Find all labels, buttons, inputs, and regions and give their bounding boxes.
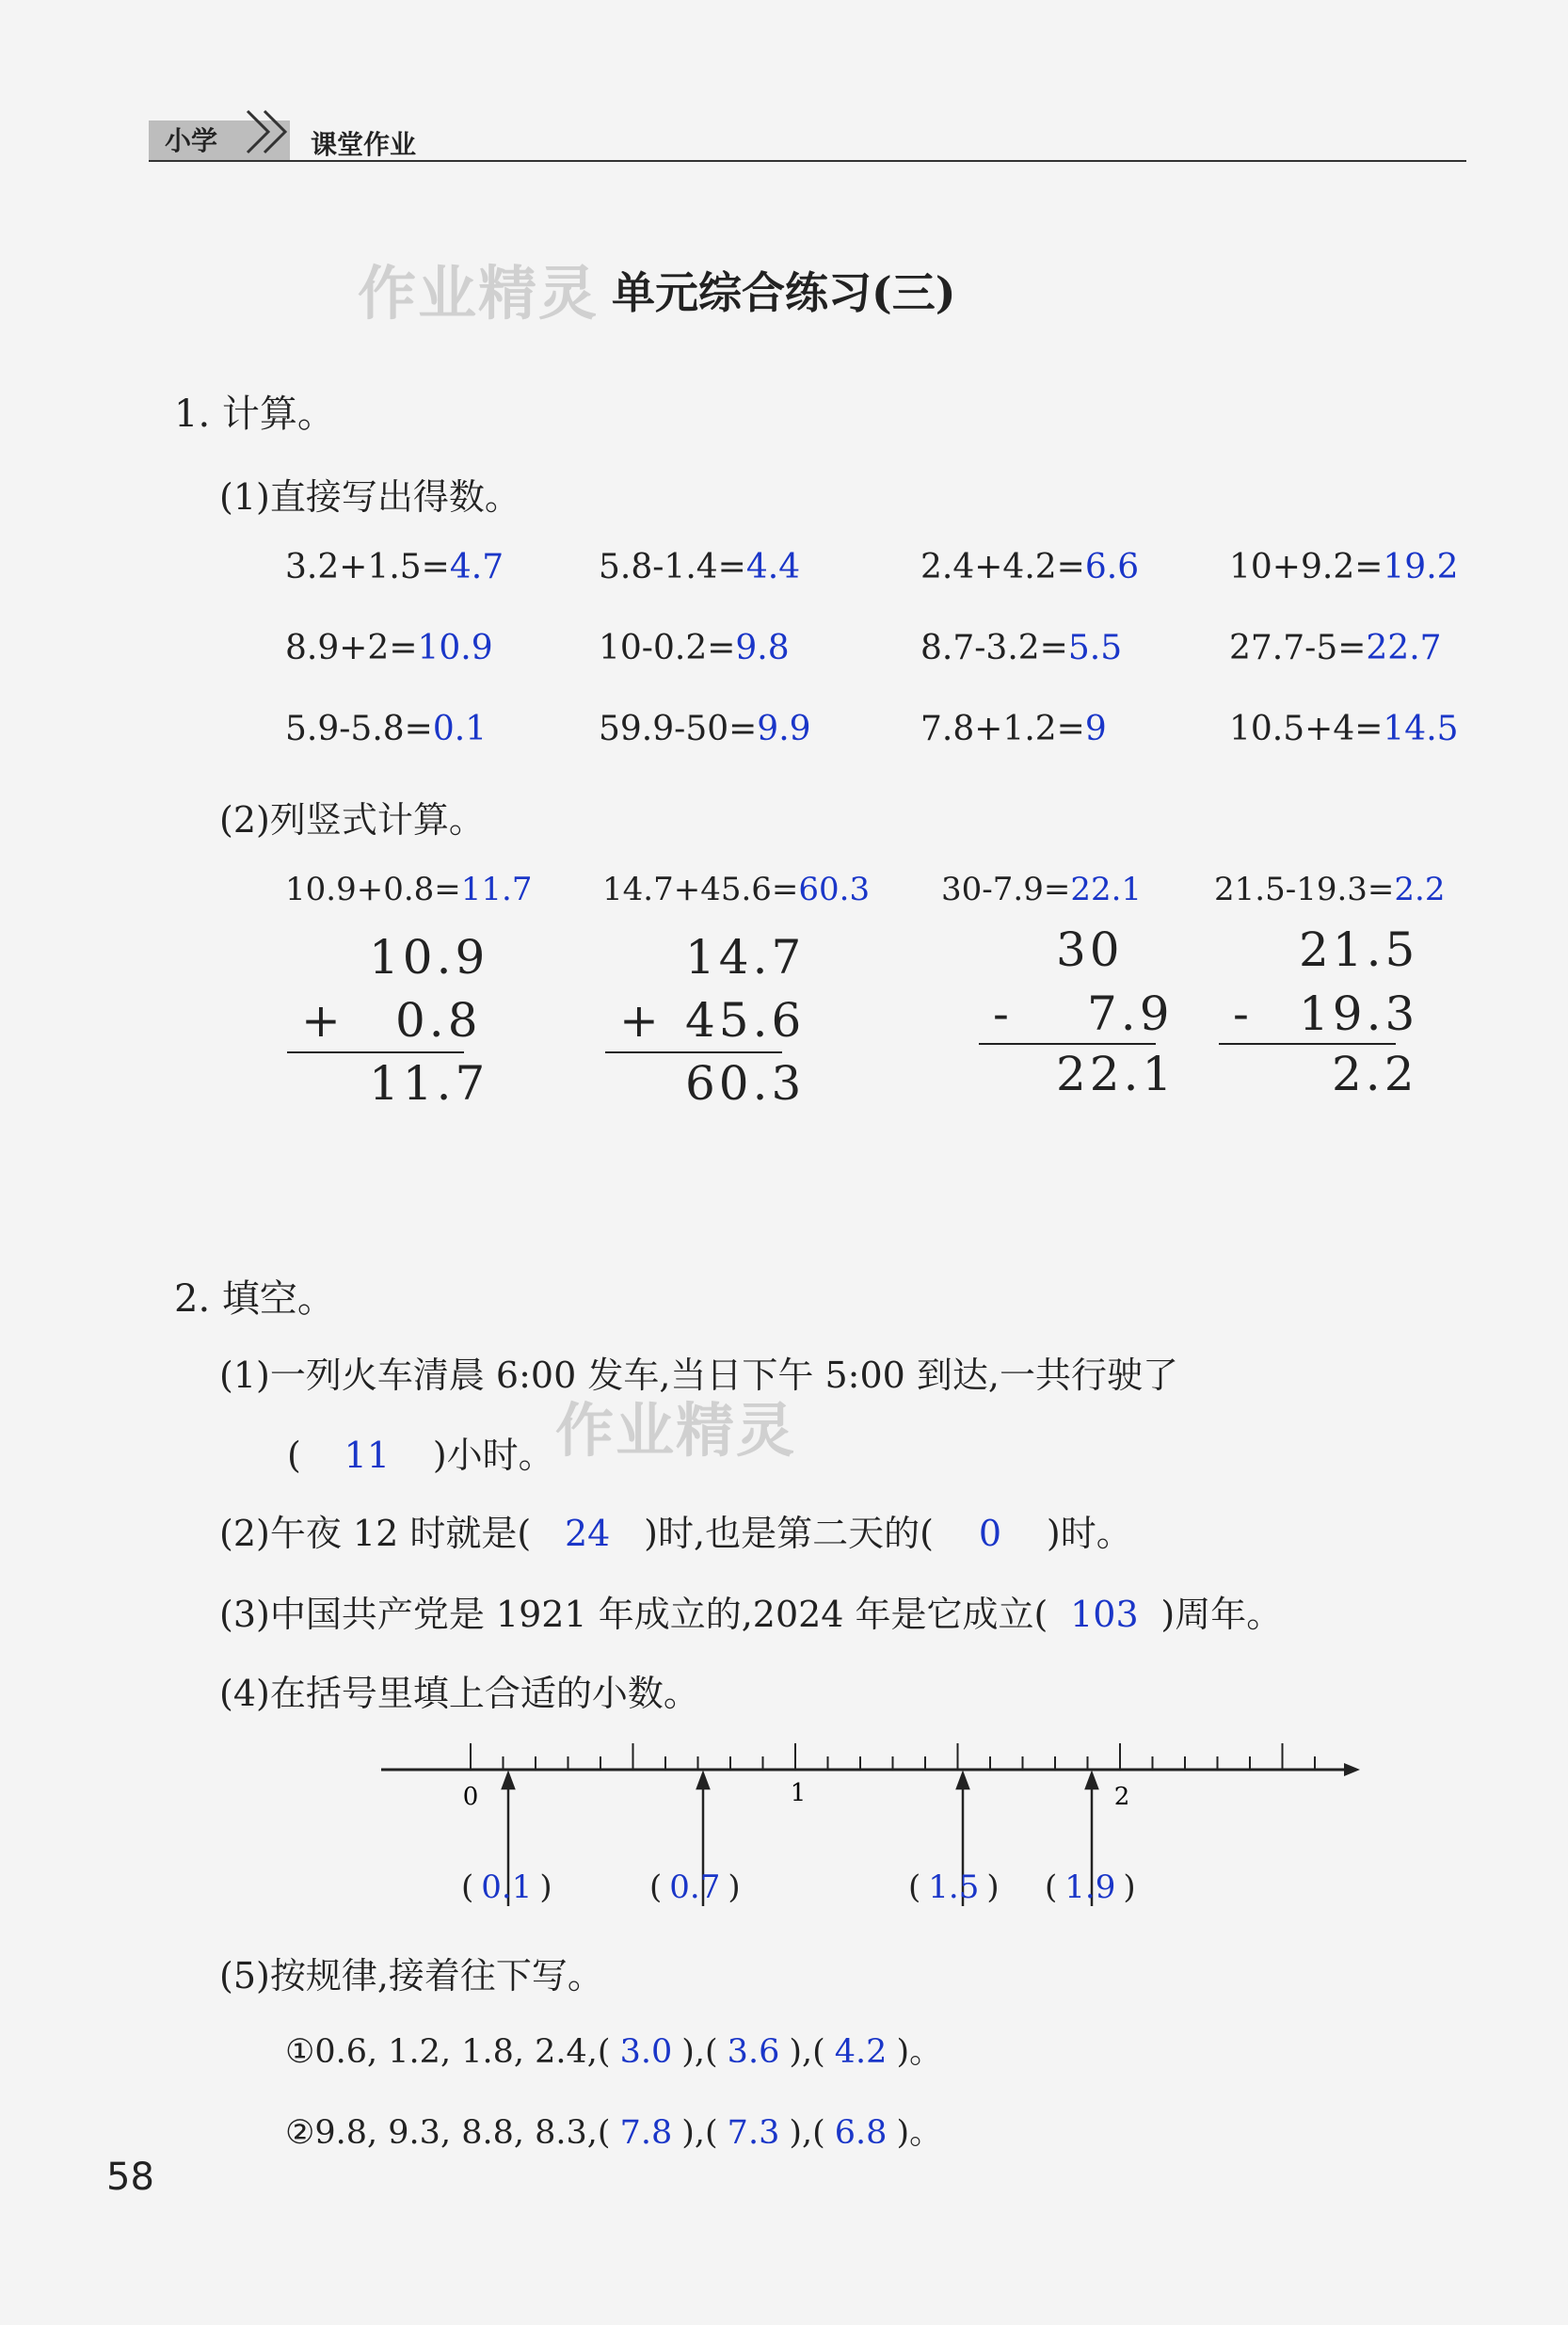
watermark: 作业精灵 bbox=[555, 1396, 797, 1465]
question-2-part-2: (2)午夜 12 时就是( 24 )时,也是第二天的( 0 )时。 bbox=[219, 1513, 1132, 1554]
number-line-ticks bbox=[471, 1743, 1315, 1770]
vertical-operator: - bbox=[1233, 986, 1253, 1041]
calc-item: 10+9.2=19.2 bbox=[1229, 548, 1459, 586]
vertical-bottom: 45.6 bbox=[685, 993, 806, 1048]
calc-item: 3.2+1.5=4.7 bbox=[285, 548, 504, 586]
number-line-answer: ( 0.1 ) bbox=[461, 1868, 552, 1906]
question-2-part-1: (1)一列火车清晨 6:00 发车,当日下午 5:00 到达,一共行驶了 bbox=[219, 1355, 1178, 1396]
vertical-bottom: 7.9 bbox=[1087, 986, 1174, 1041]
vertical-top: 10.9 bbox=[369, 930, 489, 985]
calc-item: 21.5-19.3=2.2 bbox=[1214, 871, 1446, 908]
number-line-answer: ( 1.5 ) bbox=[908, 1868, 1000, 1906]
sequence-1: ①0.6, 1.2, 1.8, 2.4,( 3.0 ),( 3.6 ),( 4.2 )。 bbox=[285, 2033, 943, 2071]
tick-label: 0 bbox=[462, 1783, 479, 1811]
arrow-right-icon bbox=[1344, 1763, 1360, 1776]
vertical-operator: - bbox=[993, 986, 1013, 1041]
calc-item: 30-7.9=22.1 bbox=[941, 871, 1143, 908]
calc-item: 8.7-3.2=5.5 bbox=[920, 629, 1123, 667]
page-title: 单元综合练习(三) bbox=[612, 267, 956, 318]
vertical-result: 22.1 bbox=[1056, 1047, 1176, 1101]
watermark: 作业精灵 bbox=[358, 259, 600, 328]
calc-item: 8.9+2=10.9 bbox=[285, 629, 493, 667]
question-1-title: 1. 计算。 bbox=[174, 393, 335, 436]
calc-item: 5.9-5.8=0.1 bbox=[285, 710, 488, 748]
chevron-right-icon bbox=[240, 104, 306, 160]
arrow-up-icon bbox=[957, 1773, 968, 1788]
header-school: 小学 bbox=[165, 125, 218, 156]
calc-item: 59.9-50=9.9 bbox=[599, 710, 811, 748]
calc-item: 10.9+0.8=11.7 bbox=[285, 871, 533, 908]
number-line-answer: ( 0.7 ) bbox=[649, 1868, 741, 1906]
answer-blank: 11 bbox=[344, 1435, 390, 1476]
sequence-2: ②9.8, 9.3, 8.8, 8.3,( 7.8 ),( 7.3 ),( 6.8 )。 bbox=[285, 2114, 943, 2152]
calc-item: 10-0.2=9.8 bbox=[599, 629, 790, 667]
vertical-bottom: 0.8 bbox=[395, 993, 482, 1048]
answer-blank: 103 bbox=[1070, 1594, 1139, 1635]
arrow-up-icon bbox=[1086, 1773, 1097, 1788]
calc-item: 14.7+45.6=60.3 bbox=[602, 871, 871, 908]
calc-item: 27.7-5=22.7 bbox=[1229, 629, 1442, 667]
vertical-operator: + bbox=[301, 993, 344, 1048]
arrow-up-icon bbox=[697, 1773, 709, 1788]
calc-item: 2.4+4.2=6.6 bbox=[920, 548, 1140, 586]
question-2-part-4-label: (4)在括号里填上合适的小数。 bbox=[219, 1673, 699, 1714]
vertical-rule bbox=[605, 1051, 782, 1053]
question-1-part-2-label: (2)列竖式计算。 bbox=[219, 799, 485, 841]
calc-item: 7.8+1.2=9 bbox=[920, 710, 1107, 748]
vertical-result: 2.2 bbox=[1332, 1047, 1418, 1101]
vertical-top: 21.5 bbox=[1299, 922, 1419, 977]
question-2-title: 2. 填空。 bbox=[174, 1277, 335, 1321]
arrow-up-icon bbox=[503, 1773, 514, 1788]
vertical-rule bbox=[287, 1051, 464, 1053]
vertical-result: 11.7 bbox=[369, 1056, 489, 1111]
vertical-rule bbox=[979, 1043, 1156, 1045]
question-2-part-3: (3)中国共产党是 1921 年成立的,2024 年是它成立( 103 )周年。 bbox=[219, 1594, 1283, 1635]
vertical-top: 14.7 bbox=[685, 930, 806, 985]
question-1-part-1-label: (1)直接写出得数。 bbox=[219, 476, 520, 518]
header-book: 课堂作业 bbox=[311, 129, 417, 160]
header-rule bbox=[149, 160, 1466, 162]
tick-label: 1 bbox=[790, 1779, 807, 1807]
question-2-part-1-cont: ( 11 )小时。 bbox=[287, 1435, 554, 1476]
calc-item: 5.8-1.4=4.4 bbox=[599, 548, 801, 586]
vertical-operator: + bbox=[619, 993, 663, 1048]
question-2-part-5-label: (5)按规律,接着往下写。 bbox=[219, 1955, 603, 1996]
answer-blank: 0 bbox=[978, 1513, 1001, 1554]
answer-blank: 24 bbox=[564, 1513, 611, 1554]
page-number: 58 bbox=[106, 2156, 154, 2199]
vertical-rule bbox=[1219, 1043, 1396, 1045]
vertical-bottom: 19.3 bbox=[1299, 986, 1419, 1041]
calc-item: 10.5+4=14.5 bbox=[1229, 710, 1459, 748]
vertical-result: 60.3 bbox=[685, 1056, 806, 1111]
tick-label: 2 bbox=[1113, 1783, 1130, 1811]
number-line-answer: ( 1.9 ) bbox=[1045, 1868, 1136, 1906]
vertical-top: 30 bbox=[1056, 922, 1124, 977]
